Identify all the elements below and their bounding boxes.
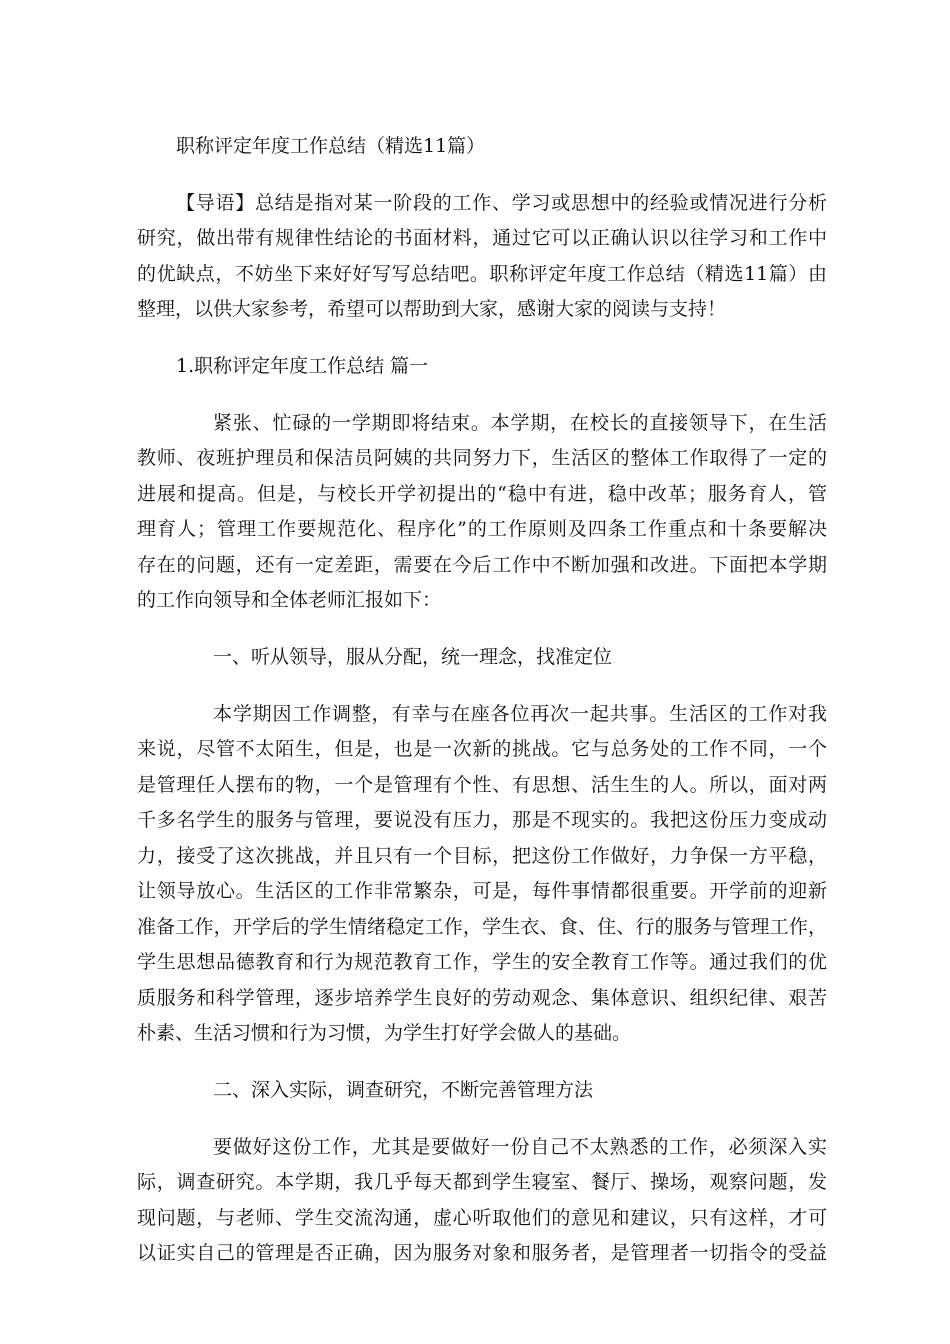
paragraph-line: 千多名学生的服务与管理，要说没有压力，那是不现实的。我把这份压力变成动: [137, 809, 827, 831]
paragraph-line: 的工作向领导和全体老师汇报如下：: [137, 589, 442, 611]
subheading: 一、听从领导，服从分配，统一理念，找准定位: [213, 646, 613, 668]
paragraph-line: 朴素、生活习惯和行为习惯，为学生打好学会做人的基础。: [137, 1022, 632, 1044]
paragraph-line: 际，调查研究。本学期，我几乎每天都到学生寝室、餐厅、操场，观察问题，发: [137, 1171, 827, 1193]
paragraph-line: 准备工作，开学后的学生情绪稳定工作，学生衣、食、住、行的服务与管理工作，: [137, 916, 827, 938]
intro-line: 研究，做出带有规律性结论的书面材料，通过它可以正确认识以往学习和工作中: [137, 227, 827, 249]
paragraph-line: 让领导放心。生活区的工作非常繁杂，可是，每件事情都很重要。开学前的迎新: [137, 880, 827, 902]
paragraph-line: 理育人；管理工作要规范化、程序化”的工作原则及四条工作重点和十条要解决: [137, 518, 827, 540]
paragraph-line: 是管理任人摆布的物，一个是管理有个性、有思想、活生生的人。所以，面对两: [137, 774, 827, 796]
intro-line: 的优缺点，不妨坐下来好好写写总结吧。职称评定年度工作总结（精选11篇）由: [137, 263, 827, 285]
paragraph-line: 学生思想品德教育和行为规范教育工作，学生的安全教育工作等。通过我们的优: [137, 951, 827, 973]
intro-line: 整理，以供大家参考，希望可以帮助到大家，感谢大家的阅读与支持！: [137, 298, 727, 320]
paragraph-line: 来说，尽管不太陌生，但是，也是一次新的挑战。它与总务处的工作不同，一个: [137, 738, 827, 760]
subheading: 二、深入实际，调查研究，不断完善管理方法: [213, 1079, 594, 1101]
intro-line: 【导语】总结是指对某一阶段的工作、学习或思想中的经验或情况进行分析: [176, 192, 827, 214]
paragraph-line: 存在的问题，还有一定差距，需要在今后工作中不断加强和改进。下面把本学期: [137, 554, 827, 576]
paragraph-line: 力，接受了这次挑战，并且只有一个目标，把这份工作做好，力争保一方平稳，: [137, 845, 827, 867]
paragraph-line: 本学期因工作调整，有幸与在座各位再次一起共事。生活区的工作对我: [213, 703, 827, 725]
paragraph-line: 教师、夜班护理员和保洁员阿姨的共同努力下，生活区的整体工作取得了一定的: [137, 447, 827, 469]
paragraph-line: 现问题，与老师、学生交流沟通，虚心听取他们的意见和建议，只有这样，才可: [137, 1207, 827, 1229]
paragraph-line: 以证实自己的管理是否正确，因为服务对象和服务者，是管理者一切指令的受益: [137, 1242, 827, 1264]
section-heading: 1.职称评定年度工作总结 篇一: [176, 355, 429, 377]
paragraph-line: 紧张、忙碌的一学期即将结束。本学期，在校长的直接领导下，在生活: [213, 412, 827, 434]
paragraph-line: 进展和提高。但是，与校长开学初提出的“稳中有进，稳中改革；服务育人，管: [137, 483, 827, 505]
paragraph-line: 质服务和科学管理，逐步培养学生良好的劳动观念、集体意识、组织纪律、艰苦: [137, 987, 827, 1009]
paragraph-line: 要做好这份工作，尤其是要做好一份自己不太熟悉的工作，必须深入实: [213, 1136, 827, 1158]
document-title: 职称评定年度工作总结（精选11篇）: [176, 135, 486, 157]
